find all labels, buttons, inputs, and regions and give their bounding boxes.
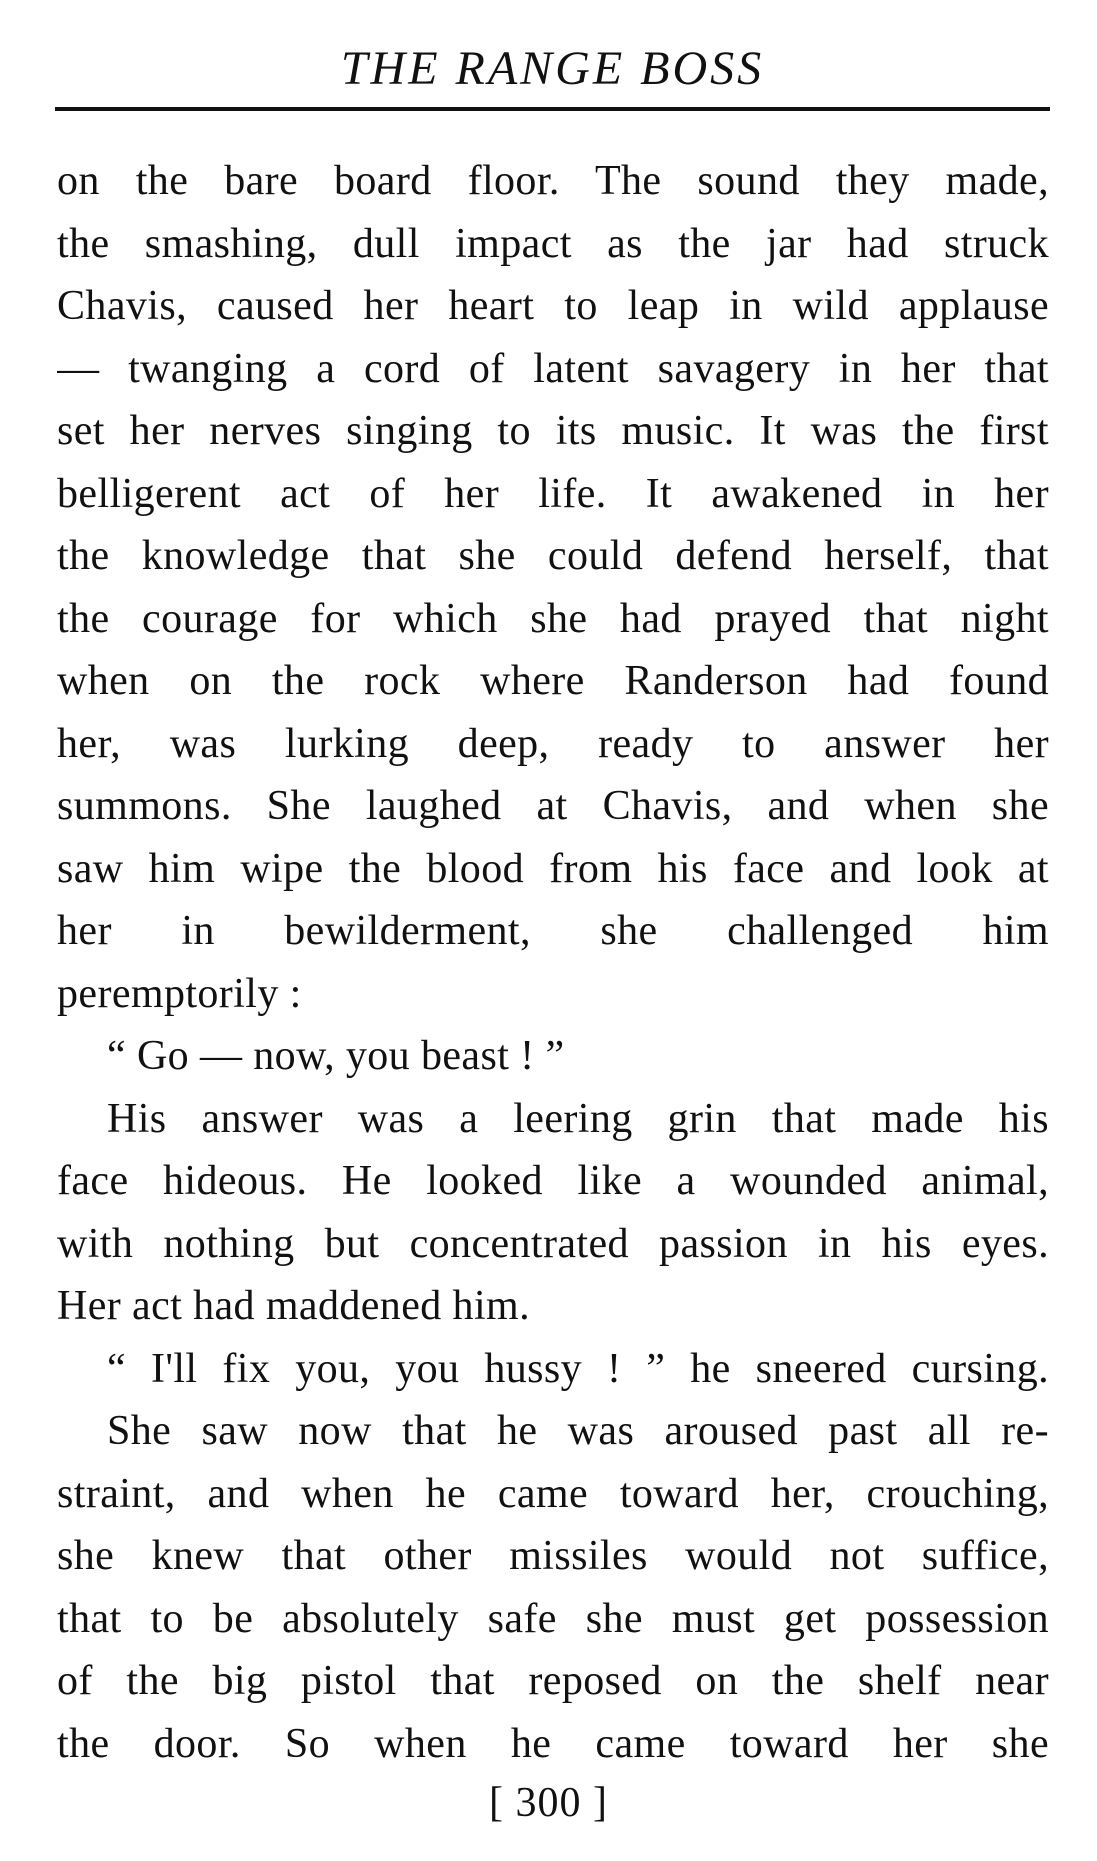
text-line: she knew that other missiles would not suffice, [57,1533,1049,1579]
text-line: on the bare board floor. The sound they made, [57,158,1049,204]
running-head: THE RANGE BOSS [340,42,765,95]
text-line: — twanging a cord of latent savagery in her that [57,345,1049,392]
text-line: saw him wipe the blood from his face and look at [57,845,1049,892]
text-line: Her act had maddened him. [57,1283,530,1329]
page-number: [ 300 ] [489,1780,608,1826]
paragraph-first-line: His answer was a leering grin that made his [107,1095,1049,1142]
text-line: with nothing but concentrated passion in his eyes. [57,1220,1049,1267]
text-line: face hideous. He looked like a wounded animal, [57,1158,1049,1204]
text-line: her in bewilderment, she challenged him [57,908,1049,954]
body-text [57,150,1049,1775]
dialogue-line: “ Go — now, you beast ! ” [107,1033,565,1079]
text-line: of the big pistol that reposed on the shelf near [57,1658,1049,1704]
text-line: straint, and when he came toward her, crouching, [57,1470,1049,1517]
dialogue-line: “ I'll fix you, you hussy ! ” he sneered cursing. [107,1345,1049,1392]
text-line: when on the rock where Randerson had found [57,658,1049,704]
text-line: the courage for which she had prayed that night [57,595,1049,642]
header-rule [55,107,1050,111]
text-line: peremptorily : [57,970,302,1017]
text-line: the knowledge that she could defend herself, that [57,533,1049,579]
text-line: the smashing, dull impact as the jar had struck [57,220,1049,267]
paragraph-first-line: She saw now that he was aroused past all re- [107,1408,1049,1454]
text-line: belligerent act of her life. It awakened in her [57,470,1049,517]
text-line: set her nerves singing to its music. It was the first [57,408,1049,454]
text-line: that to be absolutely safe she must get possession [57,1595,1049,1642]
text-line: summons. She laughed at Chavis, and when she [57,783,1049,829]
text-line: her, was lurking deep, ready to answer her [57,720,1049,767]
text-line: Chavis, caused her heart to leap in wild applause [57,283,1049,329]
text-line: the door. So when he came toward her she [57,1720,1049,1767]
